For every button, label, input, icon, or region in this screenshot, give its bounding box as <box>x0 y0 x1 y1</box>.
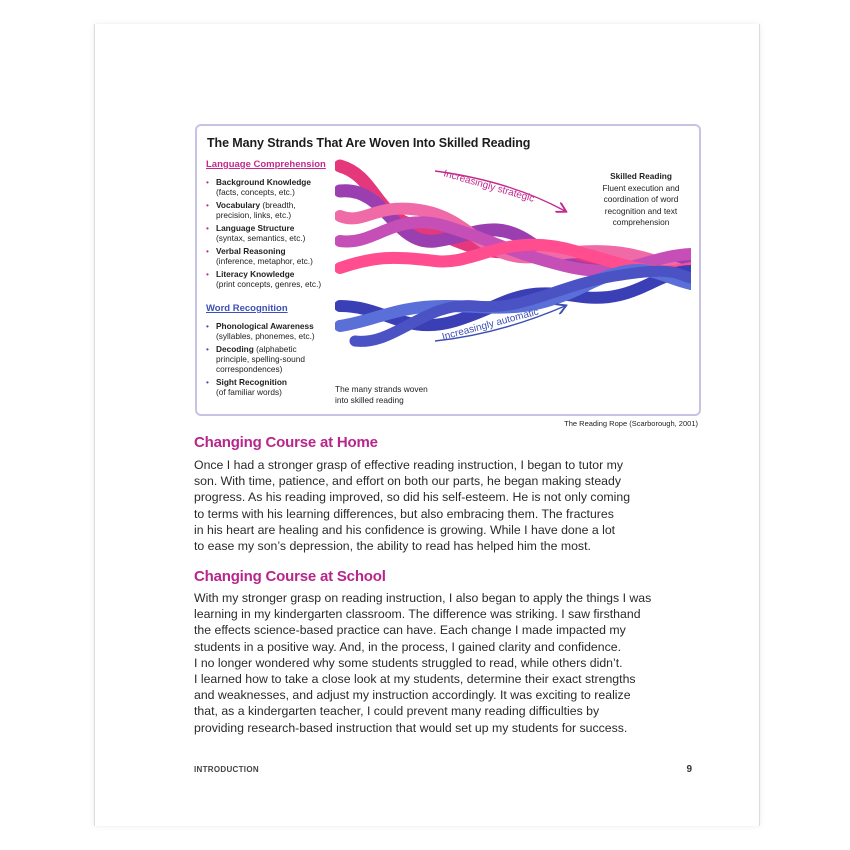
list-item: • Vocabulary (breadth, precision, links, etc.) <box>206 200 296 220</box>
list-item: • Literacy Knowledge (print concepts, genres, etc.) <box>206 269 322 289</box>
section-heading-home: Changing Course at Home <box>194 434 378 451</box>
section-heading-school: Changing Course at School <box>194 568 386 585</box>
paragraph-home: Once I had a stronger grasp of effective reading instruction, I began to tutor my son. With time, patience, and effort on both our parts, he began making steady progress. As his reading improved, so did his self-esteem. He is not only coming to terms with his learning differences, but also embracing them. The fractures in his heart are healing and his confidence is growing. While I have done a lot to ease my son’s depression, the ability to read has helped him the most. <box>194 458 631 554</box>
arrow-strategic-label: Increasingly strategic <box>442 168 536 205</box>
page-number: 9 <box>686 764 692 775</box>
figure-credit: The Reading Rope (Scarborough, 2001) <box>564 419 698 428</box>
arrow-automatic-label: Increasingly automatic <box>440 306 540 343</box>
language-comprehension-heading: Language Comprehension <box>206 159 326 170</box>
paragraph-school: With my stronger grasp on reading instruction, I also began to apply the things I was learning in my kindergarten classroom. The difference was striking. I saw firsthand the effects science-based practice can have. Each change I made impacted my students in a positive way. And, in the process, I gained clarity and confidence. I no longer wondered why some students struggled to read, while others didn’t. I learned how to take a close look at my students, determine their exact strengths and weaknesses, and adjust my instruction accordingly. It was exciting to realize that, as a kindergarten teacher, I could prevent many reading difficulties by providing research-based instruction that would set up my students for success. <box>194 591 652 735</box>
reading-rope-figure <box>195 124 701 416</box>
list-item: • Background Knowledge (facts, concepts, etc.) <box>206 177 311 197</box>
list-item: • Verbal Reasoning (inference, metaphor, etc.) <box>206 246 313 266</box>
list-item: • Phonological Awareness (syllables, phonemes, etc.) <box>206 321 315 341</box>
skilled-reading-label: Skilled Reading Fluent execution and coordination of word recognition and text comprehension <box>602 171 680 227</box>
list-item: • Sight Recognition (of familiar words) <box>206 377 287 397</box>
list-item: • Language Structure (syntax, semantics, etc.) <box>206 223 306 243</box>
figure-title: The Many Strands That Are Woven Into Skilled Reading <box>207 136 531 150</box>
list-item: • Decoding (alphabetic principle, spelling-sound correspondences) <box>206 344 306 374</box>
recognition-strands <box>340 270 691 341</box>
footer-section-label: INTRODUCTION <box>194 765 259 774</box>
rope-caption: The many strands woven into skilled reading <box>335 384 428 405</box>
word-recognition-heading: Word Recognition <box>206 303 288 314</box>
